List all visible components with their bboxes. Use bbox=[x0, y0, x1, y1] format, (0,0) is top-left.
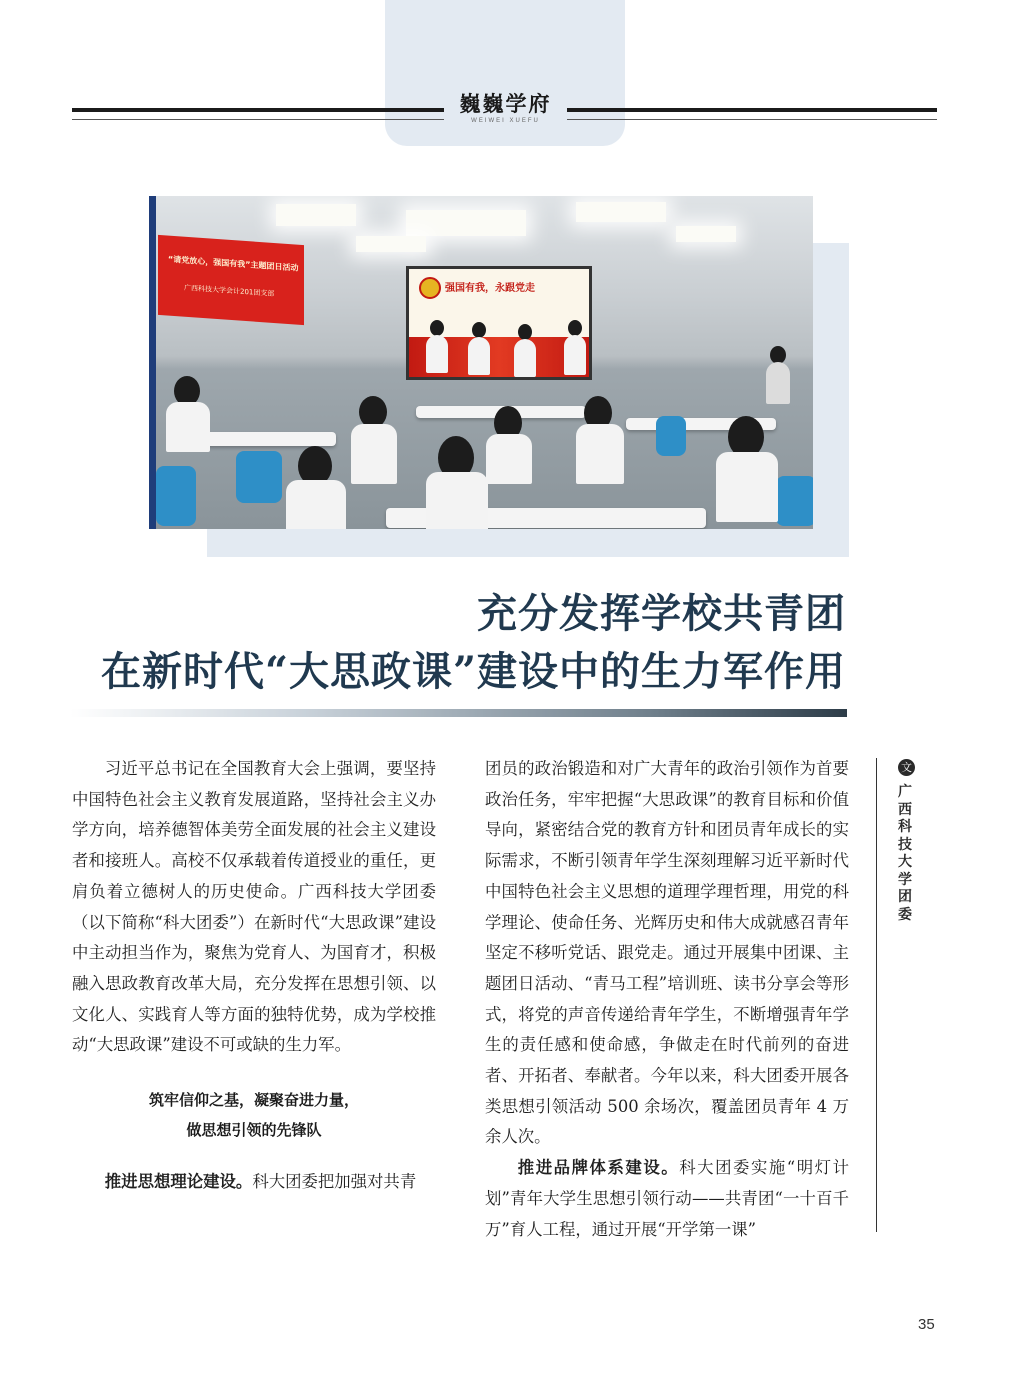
chair bbox=[236, 451, 282, 503]
photo-accent-bar bbox=[149, 196, 156, 529]
ceiling-light bbox=[276, 204, 356, 226]
banner-subtext: 广西科技大学会计201团支部 bbox=[184, 283, 275, 299]
chair bbox=[656, 416, 686, 456]
red-banner bbox=[158, 235, 304, 325]
section-heading-line1: 筑牢信仰之基，凝聚奋进力量， bbox=[148, 1091, 359, 1110]
column-title: 巍巍学府 bbox=[459, 91, 552, 116]
section-heading-line2: 做思想引领的先锋队 bbox=[186, 1121, 322, 1140]
author-text-icon: 文 bbox=[898, 759, 915, 776]
chair bbox=[156, 466, 196, 526]
body-column-right bbox=[485, 754, 849, 1245]
column-subtitle: WEIWEI XUEFU bbox=[471, 118, 540, 124]
header-rule-right-thin bbox=[567, 119, 937, 120]
header-rule-left bbox=[72, 108, 444, 112]
ceiling-light bbox=[356, 236, 426, 252]
intro-paragraph: 习近平总书记在全国教育大会上强调，要坚持中国特色社会主义教育发展道路，坚持社会主义办学方向，培养德智体美劳全面发展的社会主义建设者和接班人。高校不仅承载着传道授业的重任，更肩负着立德树人的历史使命。广西科技大学团委（以下简称“科大团委”）在新时代“大思政课”建设中主动担当作为，聚焦为党育人、为国育才，积极融入思政教育改革大局，充分发挥在思想引领、以文化人、实践育人等方面的独特优势，成为学校推动“大思政课”建设不可或缺的生力军。 bbox=[72, 759, 436, 1055]
ceiling-light bbox=[676, 226, 736, 242]
emblem-icon bbox=[419, 277, 441, 299]
event-photo bbox=[156, 196, 813, 529]
paragraph-thought-theory bbox=[72, 1167, 436, 1198]
ceiling-light bbox=[406, 210, 526, 236]
title-underline-bar bbox=[70, 709, 847, 717]
paragraph-lead: 推进思想理论建设。 bbox=[104, 1172, 253, 1192]
ceiling-light bbox=[576, 202, 666, 222]
article-title-line1: 充分发挥学校共青团 bbox=[477, 590, 846, 637]
paragraph-brand-system bbox=[485, 1153, 849, 1245]
header-tab-background bbox=[385, 0, 625, 146]
banner-text: “请党放心，强国有我”主题团日活动 bbox=[168, 254, 299, 273]
screen-slogan: 强国有我，永跟党走 bbox=[445, 283, 535, 294]
author-divider bbox=[876, 758, 877, 1232]
header-rule-right bbox=[567, 108, 937, 112]
page-number: 35 bbox=[918, 1316, 935, 1333]
paragraph-continuation: 团员的政治锻造和对广大青年的政治引领作为首要政治任务，牢牢把握“大思政课”的教育目标和价值导向，紧密结合党的教育方针和团员青年成长的实际需求，不断引领青年学生深刻理解习近平新时代中国特色社会主义思想的道理学理哲理，用党的科学理论、使命任务、光辉历史和伟大成就感召青年坚定不移听党话、跟党走。通过开展集中团课、主题团日活动、“青马工程”培训班、读书分享会等形式，将党的声音传递给青年学生，不断增强青年学生的责任感和使命感，争做走在时代前列的奋进者、开拓者、奉献者。今年以来，科大团委开展各类思想引领活动 500 余场次，覆盖团员青年 4 万余人次。 bbox=[485, 759, 849, 1147]
header-rule-left-thin bbox=[72, 119, 444, 120]
paragraph-lead: 推进品牌体系建设。 bbox=[517, 1158, 680, 1178]
article-title-line2: 在新时代“大思政课”建设中的生力军作用 bbox=[100, 648, 846, 695]
section-heading bbox=[72, 1085, 436, 1145]
paragraph-text: 科大团委实施“明灯计划”青年大学生思想引领行动——共青团“一十百千万”育人工程，通过开展“开学第一课” bbox=[485, 1158, 849, 1239]
chair bbox=[776, 476, 813, 526]
paragraph-text: 科大团委把加强对共青 bbox=[252, 1172, 417, 1192]
author-name: 广西科技大学团委 bbox=[898, 784, 912, 923]
body-column-left bbox=[72, 754, 436, 1198]
